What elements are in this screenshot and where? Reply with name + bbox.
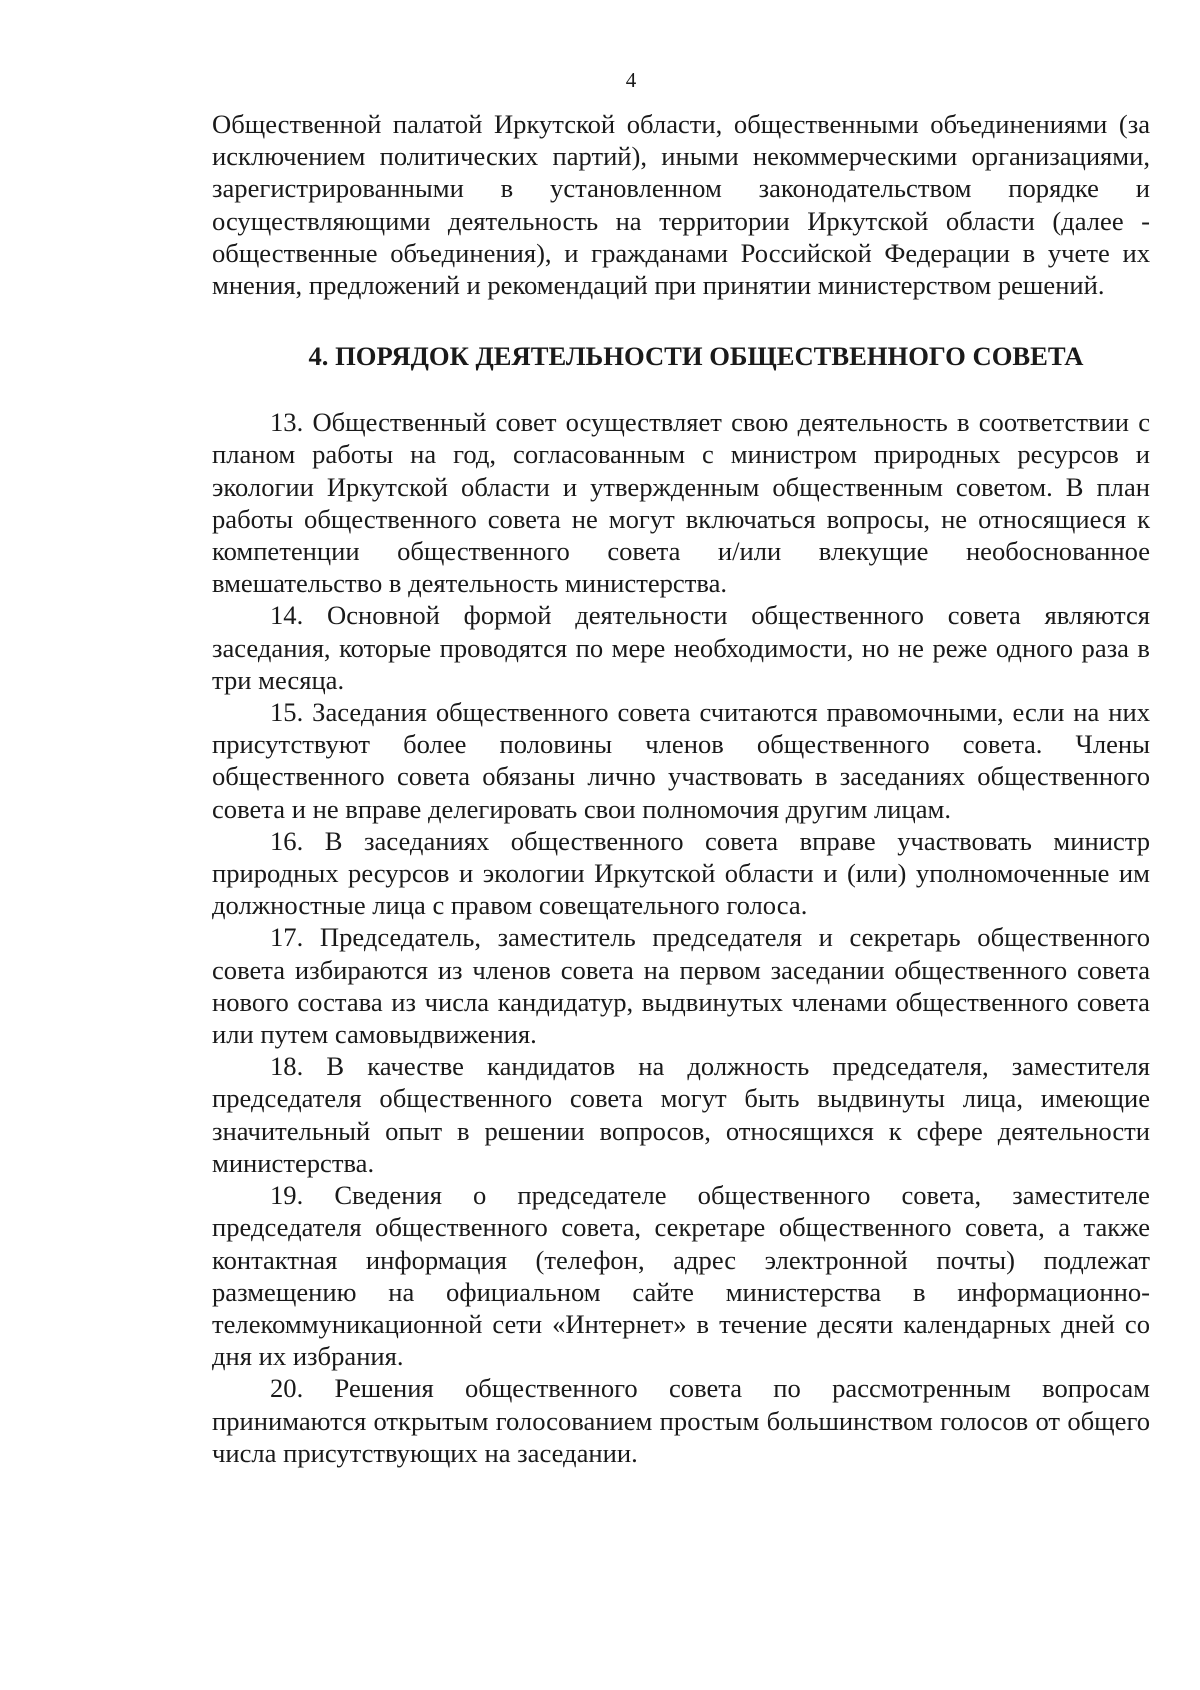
paragraph-item-18: 18. В качестве кандидатов на должность председателя, заместителя председателя общественного совета могут быть выдвинуты лица, имеющие значительный опыт в решении вопросов, относящихся к сфере деятельности министерства. — [212, 1051, 1150, 1178]
document-body — [212, 108, 1150, 1469]
paragraph-item-20: 20. Решения общественного совета по рассмотренным вопросам принимаются открытым голосованием простым большинством голосов от общего числа присутствующих на заседании. — [212, 1373, 1150, 1468]
paragraph-item-17: 17. Председатель, заместитель председателя и секретарь общественного совета избираются из членов совета на первом заседании общественного совета нового состава из числа кандидатур, выдвинутых членами общественного совета или путем самовыдвижения. — [212, 922, 1150, 1050]
intro-paragraph: Общественной палатой Иркутской области, общественными объединениями (за исключением политических партий), иными некоммерческими организациями, зарегистрированными в установленном законодательством порядке и осуществляющими деятельность на территории Иркутской области (далее - общественные объединения), и гражданами Российской Федерации в учете их мнения, предложений и рекомендаций при принятии министерством решений. — [212, 109, 1150, 301]
paragraph-item-13: 13. Общественный совет осуществляет свою деятельность в соответствии с планом работы на год, согласованным с министром природных ресурсов и экологии Иркутской области и утвержденным общественным советом. В план работы общественного совета не могут включаться вопросы, не относящиеся к компетенции общественного совета и/или влекущие необоснованное вмешательство в деятельность министерства. — [212, 407, 1150, 599]
page-number: 4 — [625, 68, 637, 92]
paragraph-item-19: 19. Сведения о председателе общественного совета, заместителе председателя общественного совета, секретаре общественного совета, а также контактная информация (телефон, адрес электронной почты) подлежат размещению на официальном сайте министерства в информационно-телекоммуникационной сети «Интернет» в течение десяти календарных дней со дня их избрания. — [212, 1180, 1150, 1372]
paragraph-item-14: 14. Основной формой деятельности общественного совета являются заседания, которые проводятся по мере необходимости, но не реже одного раза в три месяца. — [212, 600, 1150, 695]
paragraph-item-15: 15. Заседания общественного совета считаются правомочными, если на них присутствуют более половины членов общественного совета. Члены общественного совета обязаны лично участвовать в заседаниях общественного совета и не вправе делегировать свои полномочия другим лицам. — [212, 697, 1150, 824]
section-heading: 4. ПОРЯДОК ДЕЯТЕЛЬНОСТИ ОБЩЕСТВЕННОГО СОВЕТА — [308, 341, 1084, 372]
paragraph-item-16: 16. В заседаниях общественного совета вправе участвовать министр природных ресурсов и экологии Иркутской области и (или) уполномоченные им должностные лица с правом совещательного голоса. — [212, 825, 1150, 921]
